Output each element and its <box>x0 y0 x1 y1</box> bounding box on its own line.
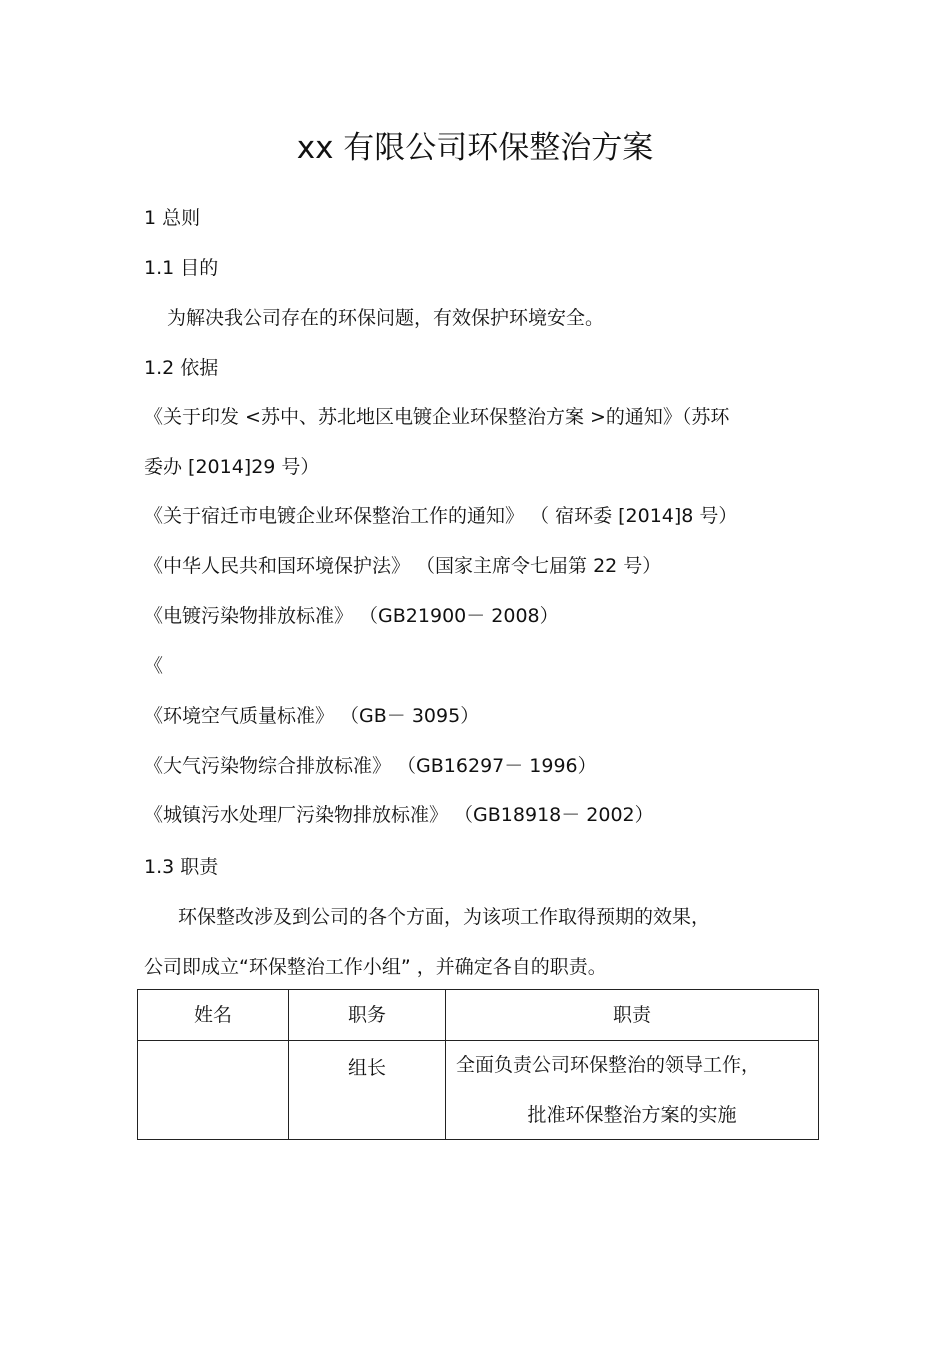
basis-item: 《环境空气质量标准》 （GB－ 3095） <box>144 705 480 727</box>
purpose-text: 为解决我公司存在的环保问题，有效保护环境安全。 <box>167 307 605 329</box>
responsibility-line1: 全面负责公司环保整治的领导工作， <box>456 1054 761 1076</box>
section-1-heading: 1 总则 <box>144 207 201 229</box>
header-position: 职务 <box>289 990 446 1041</box>
cell-name <box>138 1041 289 1140</box>
basis-item: 《关于宿迁市电镀企业环保整治工作的通知》 （ 宿环委 [2014]8 号） <box>144 505 738 527</box>
basis-item: 《关于印发 <苏中、苏北地区电镀企业环保整治方案 >的通知》（苏环 <box>144 406 730 428</box>
section-1-1-heading: 1.1 目的 <box>144 257 219 279</box>
header-name: 姓名 <box>138 990 289 1041</box>
table-header-row <box>138 990 819 1041</box>
duty-paragraph-line1: 环保整改涉及到公司的各个方面，为该项工作取得预期的效果， <box>178 906 711 928</box>
section-1-2-heading: 1.2 依据 <box>144 357 219 379</box>
responsibility-line2: 批准环保整治方案的实施 <box>527 1104 737 1126</box>
duty-paragraph-line2: 公司即成立“环保整治工作小组” ，并确定各自的职责。 <box>144 956 607 978</box>
basis-item: 《电镀污染物排放标准》 （GB21900－ 2008） <box>144 605 559 627</box>
header-responsibility: 职责 <box>446 990 819 1041</box>
basis-item: 《城镇污水处理厂污染物排放标准》 （GB18918－ 2002） <box>144 804 654 826</box>
basis-item: 《大气污染物综合排放标准》 （GB16297－ 1996） <box>144 755 597 777</box>
basis-item: 《 <box>144 655 164 677</box>
section-1-3-heading: 1.3 职责 <box>144 856 219 878</box>
basis-item: 委办 [2014]29 号） <box>144 456 320 478</box>
table-row <box>138 1041 819 1140</box>
cell-responsibility <box>446 1041 819 1140</box>
document-title: xx 有限公司环保整治方案 <box>296 130 654 166</box>
cell-position: 组长 <box>289 1041 446 1140</box>
basis-item: 《中华人民共和国环境保护法》 （国家主席令七届第 22 号） <box>144 555 662 577</box>
duty-table <box>137 989 819 1140</box>
